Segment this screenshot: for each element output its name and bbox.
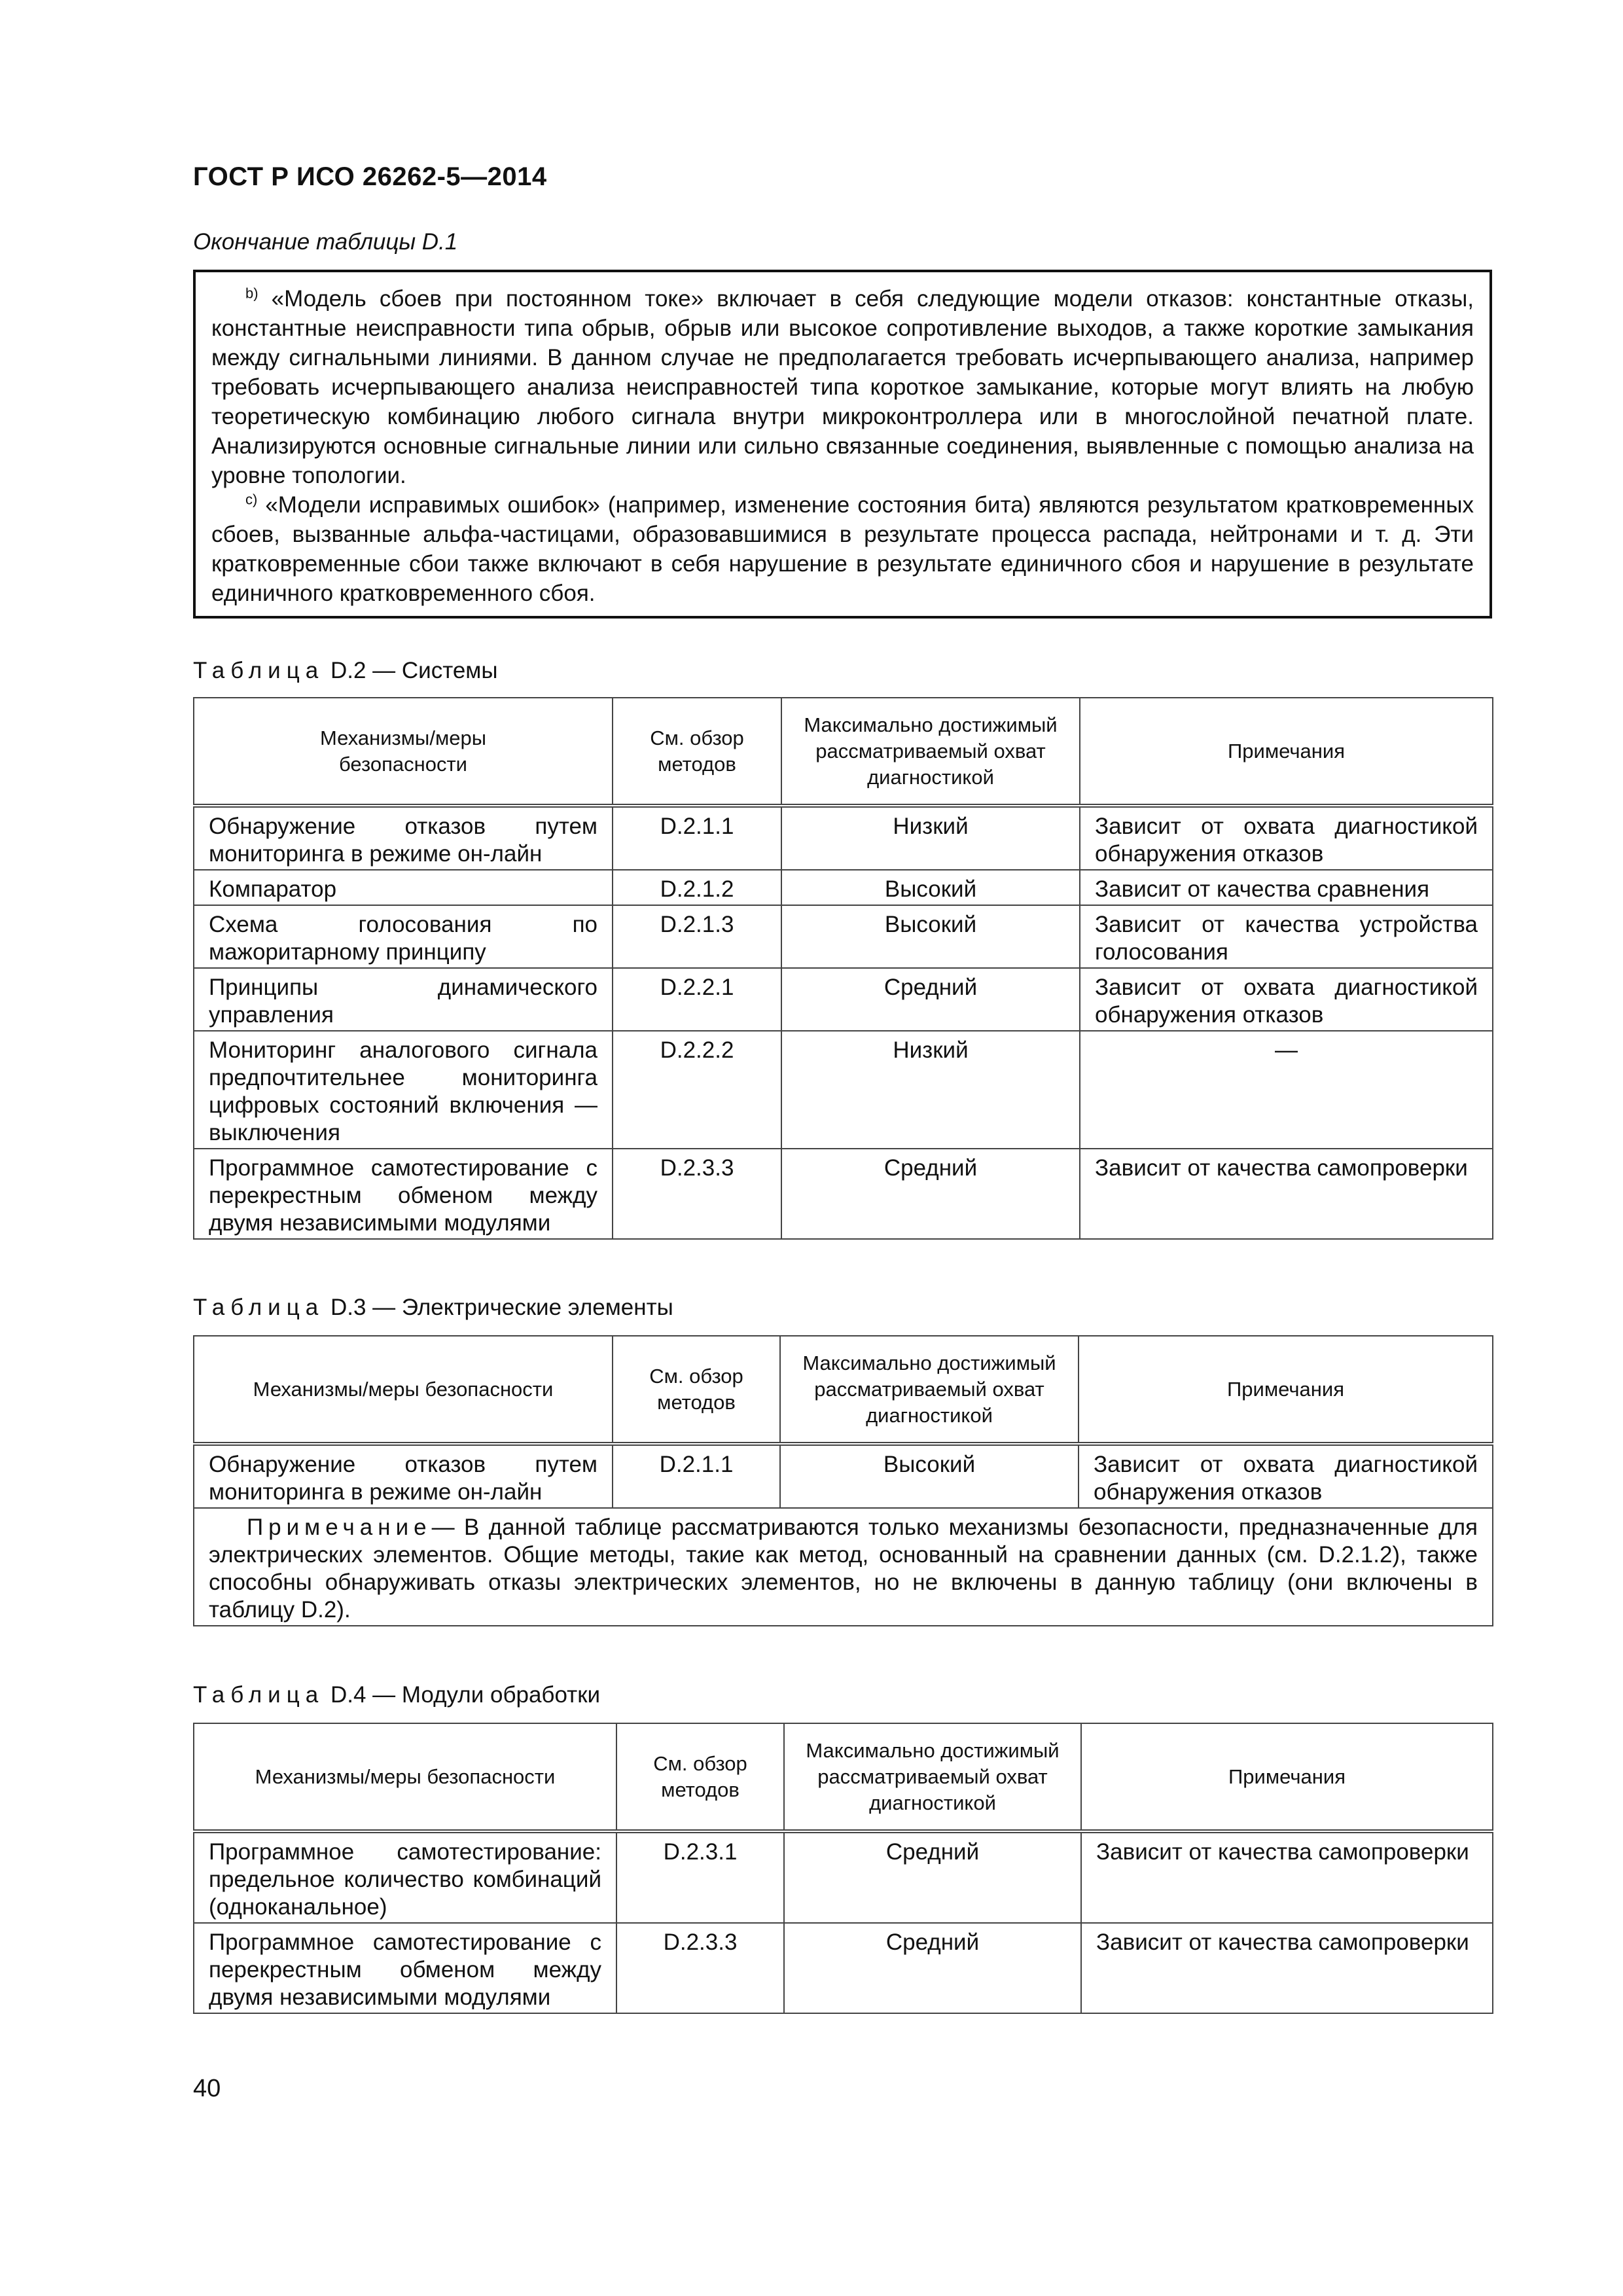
header-cell: Примечания bbox=[1079, 1336, 1493, 1444]
table-caption-text: D.4 — Модули обработки bbox=[330, 1682, 601, 1708]
mechanism-cell: Принципы динамического управления bbox=[194, 968, 613, 1031]
notes-cell: Зависит от качества сравнения bbox=[1080, 870, 1493, 905]
table-d3-caption bbox=[193, 1295, 673, 1321]
method-ref-cell: D.2.3.3 bbox=[613, 1149, 781, 1239]
table-header-row bbox=[194, 698, 1493, 806]
notes-cell: — bbox=[1080, 1031, 1493, 1149]
mechanism-cell: Мониторинг аналогового сигнала предпочтительнее мониторинга цифровых состояний включения — выключения bbox=[194, 1031, 613, 1149]
mechanism-cell: Программное самотестирование: предельное количество комбинаций (одноканальное) bbox=[194, 1831, 616, 1923]
method-ref-cell: D.2.1.2 bbox=[613, 870, 781, 905]
notes-cell: Зависит от охвата диагностикой обнаружения отказов bbox=[1080, 806, 1493, 870]
coverage-cell: Средний bbox=[781, 968, 1080, 1031]
table-d3 bbox=[193, 1335, 1493, 1626]
table-d4-caption bbox=[193, 1682, 600, 1708]
mechanism-cell: Схема голосования по мажоритарному принципу bbox=[194, 905, 613, 968]
page-number: 40 bbox=[193, 2075, 221, 2102]
note-text: — В данной таблице рассматриваются только механизмы безопасности, предназначенные для электрических элементов. Общие методы, такие как метод, основанный на сравнении данных (см. D.2.1.2), также способны обнаруживать отказы электрических элементов, но не включены в данную таблицу (они включены в таблицу D.2). bbox=[209, 1515, 1478, 1623]
table-continuation-label: Окончание таблицы D.1 bbox=[193, 229, 458, 255]
coverage-cell: Высокий bbox=[781, 870, 1080, 905]
mechanism-cell: Обнаружение отказов путем мониторинга в режиме он-лайн bbox=[194, 1444, 613, 1508]
table-caption-prefix: Таблица bbox=[193, 1682, 325, 1708]
header-cell: Максимально достижимый рассматриваемый охват диагностикой bbox=[780, 1336, 1079, 1444]
table-caption-prefix: Таблица bbox=[193, 658, 325, 683]
table-row bbox=[194, 1149, 1493, 1239]
table-row bbox=[194, 1923, 1493, 2013]
header-cell: Примечания bbox=[1080, 698, 1493, 806]
table-row bbox=[194, 905, 1493, 968]
method-ref-cell: D.2.1.3 bbox=[613, 905, 781, 968]
coverage-cell: Высокий bbox=[781, 905, 1080, 968]
header-cell: Механизмы/меры безопасности bbox=[194, 1336, 613, 1444]
coverage-cell: Средний bbox=[784, 1831, 1081, 1923]
table-caption-prefix: Таблица bbox=[193, 1295, 325, 1320]
footnote-b bbox=[211, 284, 1474, 490]
coverage-cell: Высокий bbox=[780, 1444, 1079, 1508]
table-row bbox=[194, 1444, 1493, 1508]
footnotes-box bbox=[193, 270, 1492, 619]
footnote-mark: c) bbox=[245, 491, 258, 508]
footnote-c bbox=[211, 490, 1474, 608]
note-label: Примечание bbox=[247, 1515, 432, 1540]
header-cell: См. обзор методов bbox=[613, 698, 781, 806]
header-cell: Максимально достижимый рассматриваемый охват диагностикой bbox=[781, 698, 1080, 806]
table-caption-text: D.3 — Электрические элементы bbox=[330, 1295, 673, 1320]
method-ref-cell: D.2.1.1 bbox=[613, 806, 781, 870]
table-row bbox=[194, 870, 1493, 905]
notes-cell: Зависит от качества самопроверки bbox=[1081, 1831, 1493, 1923]
method-ref-cell: D.2.3.1 bbox=[616, 1831, 784, 1923]
header-cell: Механизмы/меры безопасности bbox=[194, 1723, 616, 1831]
footnote-text: «Модели исправимых ошибок» (например, изменение состояния бита) являются результатом кратковременных сбоев, вызванные альфа-частицами, образовавшимися в результате процесса распада, нейтронами и т. д. Эти кратковременные сбои также включают в себя нарушение в результате единичного сбоя и нарушение в результате единичного кратковременного сбоя. bbox=[211, 492, 1474, 606]
method-ref-cell: D.2.2.1 bbox=[613, 968, 781, 1031]
table-row bbox=[194, 1831, 1493, 1923]
coverage-cell: Средний bbox=[784, 1923, 1081, 2013]
table-header-row bbox=[194, 1336, 1493, 1444]
method-ref-cell: D.2.3.3 bbox=[616, 1923, 784, 2013]
table-header-row bbox=[194, 1723, 1493, 1831]
table-note-row bbox=[194, 1508, 1493, 1626]
header-cell: См. обзор методов bbox=[616, 1723, 784, 1831]
header-cell: Максимально достижимый рассматриваемый охват диагностикой bbox=[784, 1723, 1081, 1831]
header-cell: См. обзор методов bbox=[613, 1336, 780, 1444]
notes-cell: Зависит от охвата диагностикой обнаружения отказов bbox=[1080, 968, 1493, 1031]
notes-cell: Зависит от качества самопроверки bbox=[1081, 1923, 1493, 2013]
mechanism-cell: Программное самотестирование с перекрестным обменом между двумя независимыми модулями bbox=[194, 1149, 613, 1239]
mechanism-cell: Компаратор bbox=[194, 870, 613, 905]
footnote-mark: b) bbox=[245, 285, 259, 302]
footnote-text: «Модель сбоев при постоянном токе» включает в себя следующие модели отказов: константные отказы, константные неисправности типа обрыв, обрыв или высокое сопротивление выходов, а также короткие замыкания между сигнальными линиями. В данном случае не предполагается требовать исчерпывающего анализа, например требовать исчерпывающего анализа неисправностей типа короткое замыкание, которые могут влиять на любую теоретическую комбинацию любого сигнала внутри микроконтроллера или в многослойной печатной плате. Анализируются основные сигнальные линии или сильно связанные соединения, выявленные с помощью анализа на уровне топологии. bbox=[211, 286, 1474, 488]
notes-cell: Зависит от качества самопроверки bbox=[1080, 1149, 1493, 1239]
method-ref-cell: D.2.2.2 bbox=[613, 1031, 781, 1149]
header-cell: Механизмы/меры безопасности bbox=[194, 698, 613, 806]
coverage-cell: Средний bbox=[781, 1149, 1080, 1239]
table-row bbox=[194, 1031, 1493, 1149]
mechanism-cell: Программное самотестирование с перекрестным обменом между двумя независимыми модулями bbox=[194, 1923, 616, 2013]
coverage-cell: Низкий bbox=[781, 1031, 1080, 1149]
table-d4 bbox=[193, 1723, 1493, 2014]
document-standard-title: ГОСТ Р ИСО 26262-5—2014 bbox=[193, 162, 547, 191]
table-row bbox=[194, 968, 1493, 1031]
notes-cell: Зависит от охвата диагностикой обнаружения отказов bbox=[1079, 1444, 1493, 1508]
mechanism-cell: Обнаружение отказов путем мониторинга в режиме он-лайн bbox=[194, 806, 613, 870]
table-note bbox=[194, 1508, 1493, 1626]
header-cell: Примечания bbox=[1081, 1723, 1493, 1831]
table-row bbox=[194, 806, 1493, 870]
coverage-cell: Низкий bbox=[781, 806, 1080, 870]
table-d2 bbox=[193, 697, 1493, 1240]
table-d2-caption bbox=[193, 658, 498, 684]
table-caption-text: D.2 — Системы bbox=[330, 658, 498, 683]
method-ref-cell: D.2.1.1 bbox=[613, 1444, 780, 1508]
notes-cell: Зависит от качества устройства голосования bbox=[1080, 905, 1493, 968]
